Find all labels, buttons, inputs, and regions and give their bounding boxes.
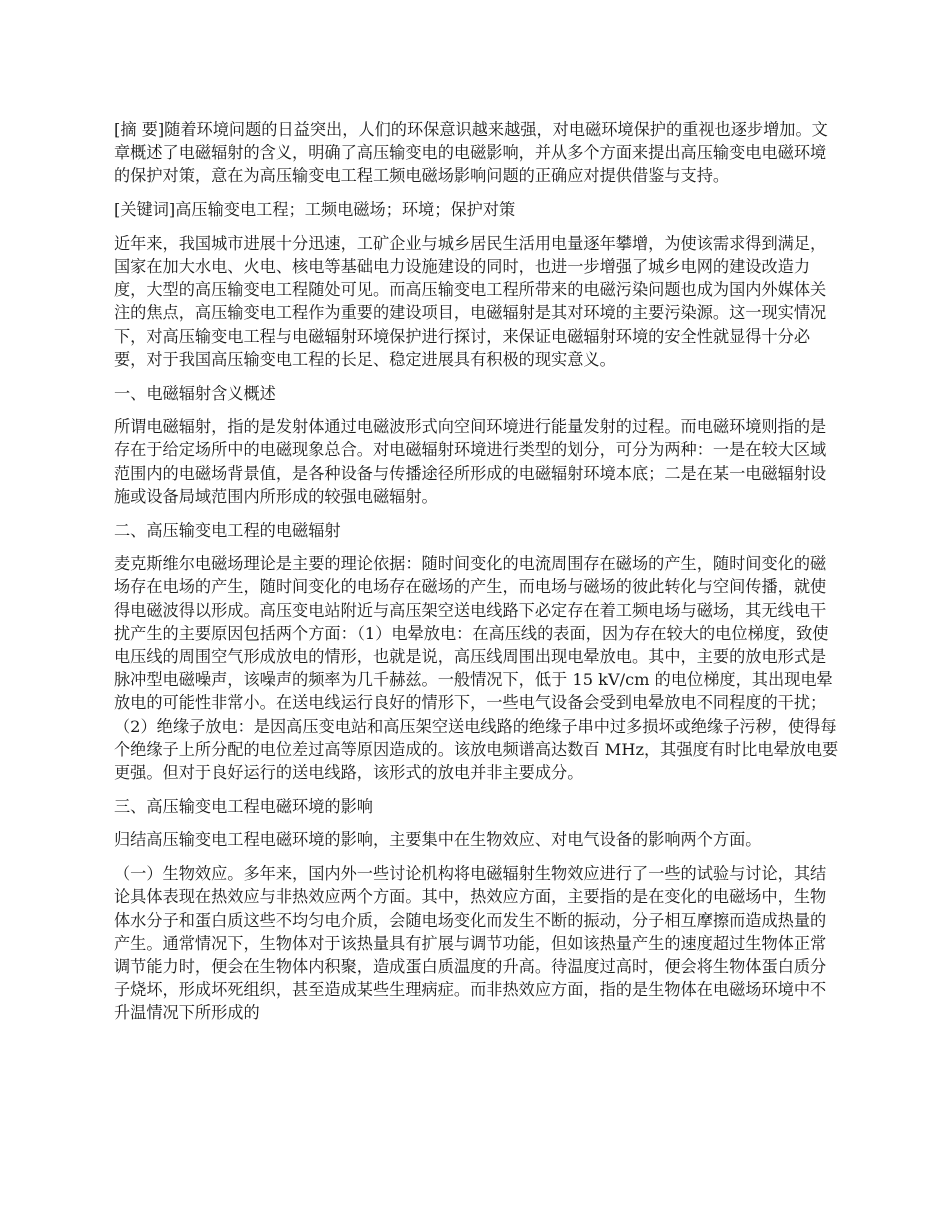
section-3-intro-paragraph: 归结高压输变电工程电磁环境的影响，主要集中在生物效应、对电气设备的影响两个方面。 <box>114 830 762 850</box>
section-2-heading: 二、高压输变电工程的电磁辐射 <box>114 520 341 540</box>
document-page <box>114 118 840 1035</box>
intro-paragraph: 近年来，我国城市进展十分迅速，工矿企业与城乡居民生活用电量逐年攀增，为使该需求得到满足，国家在加大水电、火电、核电等基础电力设施建设的同时，也进一步增强了城乡电网的建设改造力度，大型的高压输变电工程随处可见。而高压输变电工程所带来的电磁污染问题也成为国内外媒体关注的焦点，高压输变电工程作为重要的建设项目，电磁辐射是其对环境的主要污染源。这一现实情况下，对高压输变电工程与电磁辐射环境保护进行探讨，来保证电磁辐射环境的安全性就显得十分必要，对于我国高压输变电工程的长足、稳定进展具有积极的现实意义。 <box>114 233 827 369</box>
section-3-heading: 三、高压输变电工程电磁环境的影响 <box>114 796 373 816</box>
section-1-paragraph: 所谓电磁辐射，指的是发射体通过电磁波形式向空间环境进行能量发射的过程。而电磁环境则指的是存在于给定场所中的电磁现象总合。对电磁辐射环境进行类型的划分，可分为两种：一是在较大区域范围内的电磁场背景值，是各种设备与传播途径所形成的电磁辐射环境本底；二是在某一电磁辐射设施或设备局域范围内所形成的较强电磁辐射。 <box>114 417 827 506</box>
section-2-paragraph: 麦克斯维尔电磁场理论是主要的理论依据：随时间变化的电流周围存在磁场的产生，随时间变化的磁场存在电场的产生，随时间变化的电场存在磁场的产生，而电场与磁场的彼此转化与空间传播，就使得电磁波得以形成。高压变电站附近与高压架空送电线路下必定存在着工频电场与磁场，其无线电干扰产生的主要原因包括两个方面：（1）电晕放电：在高压线的表面，因为存在较大的电位梯度，致使电压线的周围空气形成放电的情形，也就是说，高压线周围出现电晕放电。其中，主要的放电形式是脉冲型电磁噪声，该噪声的频率为几千赫兹。一般情况下，低于 15 kV/cm 的电位梯度，其出现电晕放电的可能性非常小。在送电线运行良好的情形下，一些电气设备会受到电晕放电不同程度的干扰；（2）绝缘子放电：是因高压变电站和高压架空送电线路的绝缘子串中过多损坏或绝缘子污秽，使得每个绝缘子上所分配的电位差过高等原因造成的。该放电频谱高达数百 MHz，其强度有时比电晕放电要更强。但对于良好运行的送电线路，该形式的放电并非主要成分。 <box>114 554 839 783</box>
abstract-paragraph: [摘 要]随着环境问题的日益突出，人们的环保意识越来越强，对电磁环境保护的重视也逐步增加。文章概述了电磁辐射的含义，明确了高压输变电的电磁影响，并从多个方面来提出高压输变电电磁环境的保护对策，意在为高压输变电工程工频电磁场影响问题的正确应对提供借鉴与支持。 <box>114 120 828 186</box>
keywords-paragraph: [关键词]高压输变电工程；工频电磁场；环境；保护对策 <box>114 200 516 220</box>
section-3-sub1-paragraph: （一）生物效应。多年来，国内外一些讨论机构将电磁辐射生物效应进行了一些的试验与讨论，其结论具体表现在热效应与非热效应两个方面。其中，热效应方面，主要指的是在变化的电磁场中，生物体水分子和蛋白质这些不均匀电介质，会随电场变化而发生不断的振动，分子相互摩擦而造成热量的产生。通常情况下，生物体对于该热量具有扩展与调节功能，但如该热量产生的速度超过生物体正常调节能力时，便会在生物体内积聚，造成蛋白质温度的升高。待温度过高时，便会将生物体蛋白质分子烧坏，形成坏死组织，甚至造成某些生理病症。而非热效应方面，指的是生物体在电磁场环境中不升温情况下所形成的 <box>114 864 827 1023</box>
section-1-heading: 一、电磁辐射含义概述 <box>114 383 276 403</box>
